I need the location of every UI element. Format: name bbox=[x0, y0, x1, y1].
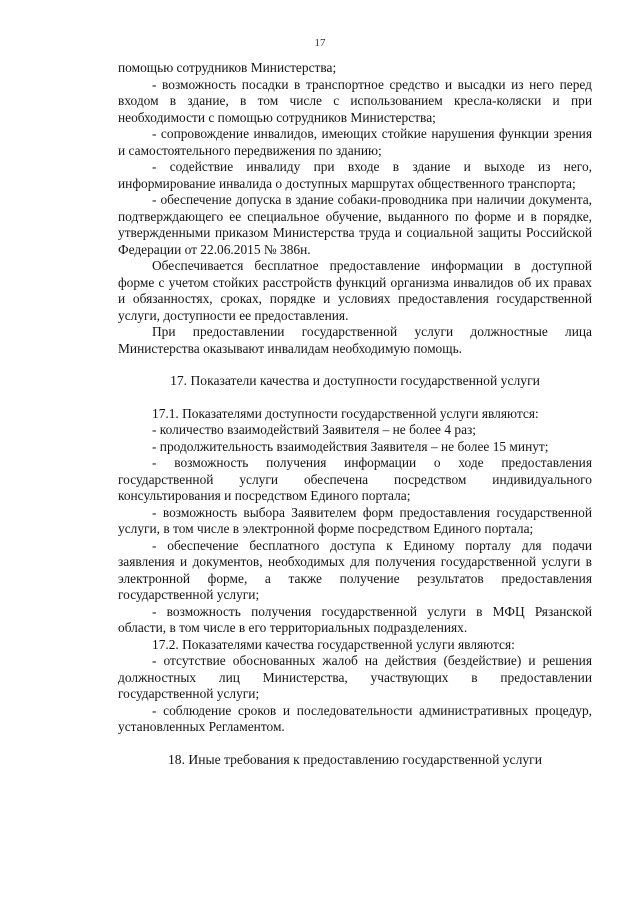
list-item: - возможность выбора Заявителем форм предоставления государственной услуги, в том числе в электронной форме посредством Единого портала; bbox=[118, 504, 592, 536]
list-item: - продолжительность взаимодействия Заявителя – не более 15 минут; bbox=[152, 438, 549, 454]
paragraph: - возможность посадки в транспортное средство и высадки из него перед входом в здание, в том числе с использованием кресла-коляски и при необходимости с помощью сотрудников Министерства; bbox=[118, 76, 592, 125]
paragraph: При предоставлении государственной услуги должностные лица Министерства оказывают инвалидам необходимую помощь. bbox=[118, 324, 592, 356]
document-body bbox=[118, 60, 592, 768]
section-17-heading: 17. Показатели качества и доступности государственной услуги bbox=[170, 373, 540, 388]
list-item: - возможность получения государственной услуги в МФЦ Рязанской области, в том числе в его территориальных подразделениях. bbox=[118, 603, 592, 635]
section-18-heading: 18. Иные требования к предоставлению государственной услуги bbox=[167, 751, 543, 767]
list-item: - отсутствие обоснованных жалоб на действия (бездействие) и решения должностных лиц Министерства, участвующих в предоставлении государственной услуги; bbox=[118, 653, 592, 701]
list-item: - обеспечение бесплатного доступа к Единому порталу для подачи заявления и документов, необходимых для получения государственной услуги в электронной форме, а также получение результатов предоставления государственной услуги; bbox=[118, 537, 592, 602]
list-item: - количество взаимодействий Заявителя – не более 4 раз; bbox=[152, 422, 477, 437]
paragraph: - обеспечение допуска в здание собаки-проводника при наличии документа, подтверждающего ее специальное обучение, выданного по форме и в порядке, утвержденными приказом Министерства труда и социальной защиты Российской Федерации от 22.06.2015 № 386н. bbox=[118, 192, 592, 257]
paragraph: Обеспечивается бесплатное предоставление информации в доступной форме с учетом стойких расстройств функций организма инвалидов об их правах и обязанностях, сроках, порядке и условиях предоставления государственной услуги, доступности ее предоставления. bbox=[118, 258, 592, 323]
subsection-17-2: 17.2. Показателями качества государственной услуги являются: bbox=[152, 636, 515, 652]
paragraph: помощью сотрудников Министерства; bbox=[118, 60, 337, 75]
page-number: 17 bbox=[314, 37, 326, 49]
list-item: - возможность получения информации о ходе предоставления государственной услуги обеспечена посредством индивидуального консультирования и посредством Единого портала; bbox=[118, 455, 592, 503]
subsection-17-1: 17.1. Показателями доступности государственной услуги являются: bbox=[152, 405, 539, 421]
list-item: - соблюдение сроков и последовательности административных процедур, установленных Регламентом. bbox=[118, 702, 592, 734]
paragraph: - сопровождение инвалидов, имеющих стойкие нарушения функции зрения и самостоятельного передвижения по зданию; bbox=[118, 126, 592, 158]
paragraph: - содействие инвалиду при входе в здание и выходе из него, информирование инвалида о доступных маршрутах общественного транспорта; bbox=[118, 159, 592, 191]
